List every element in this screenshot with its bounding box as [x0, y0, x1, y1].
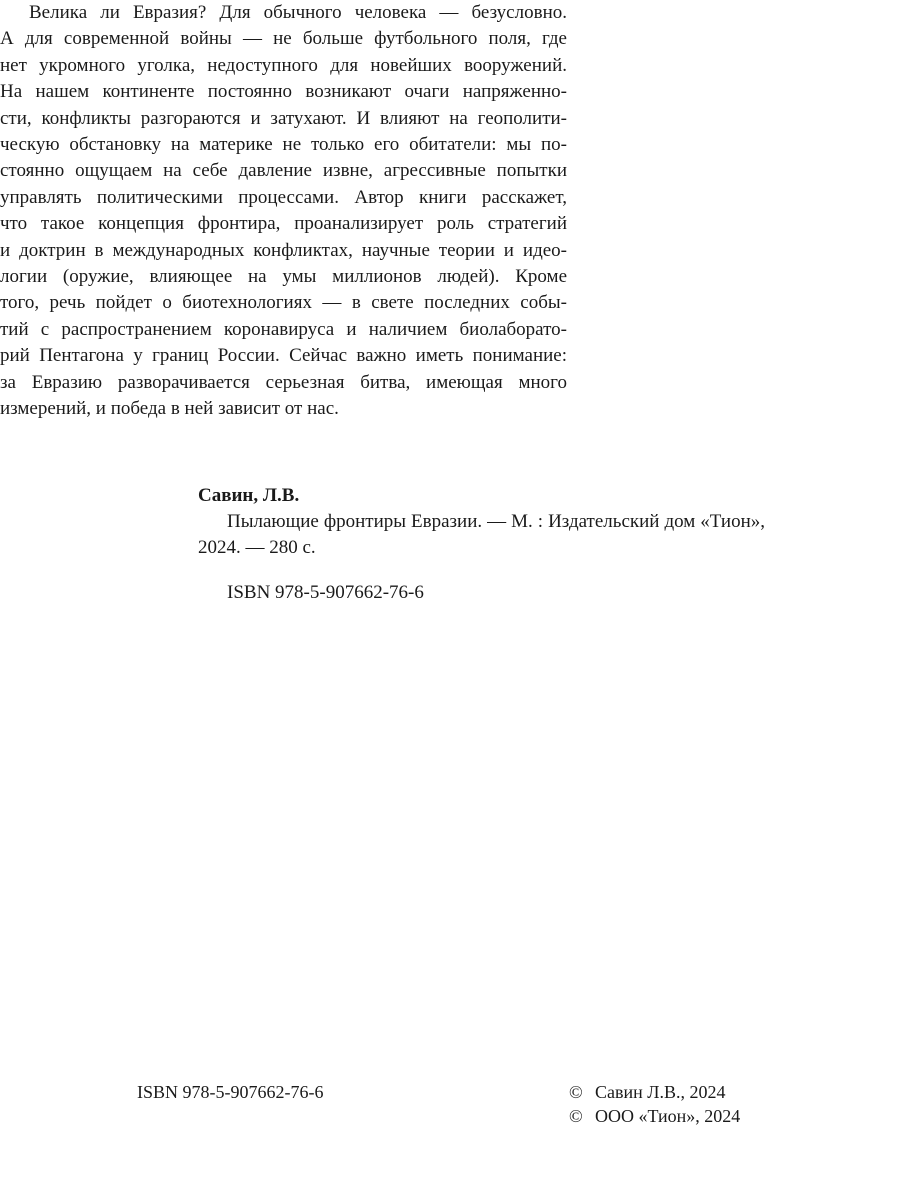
annotation-line: нет укромного уголка, недоступного для новейших вооружений. — [0, 54, 567, 76]
annotation-line: сти, конфликты разгораются и затухают. И влияют на геополити- — [0, 107, 567, 129]
copyright-publisher — [569, 1104, 740, 1128]
isbn-footer: ISBN 978-5-907662-76-6 — [137, 1082, 324, 1102]
annotation-line: А для современной войны — не больше футбольного поля, где — [0, 28, 567, 50]
copyright-block — [569, 1080, 740, 1128]
bibliographic-title: Пылающие фронтиры Евразии. — М. : Издательский дом «Тион», 2024. — 280 с. — [198, 511, 765, 558]
annotation-line: рий Пентагона у границ России. Сейчас важно иметь понимание: — [0, 345, 567, 367]
annotation-line: и доктрин в международных конфликтах, научные теории и идео- — [0, 239, 567, 261]
annotation-line: На нашем континенте постоянно возникают очаги напряженно- — [0, 81, 567, 103]
annotation-line: ческую обстановку на материке не только его обитатели: мы по- — [0, 134, 567, 156]
annotation-line: управлять политическими процессами. Автор книги расскажет, — [0, 186, 567, 208]
annotation-line: тий с распространением коронавируса и наличием биолаборато- — [0, 318, 567, 340]
copyright-symbol: © — [569, 1106, 583, 1126]
annotation-line: за Евразию разворачивается серьезная битва, имеющая много — [0, 371, 567, 393]
annotation-line: Велика ли Евразия? Для обычного человека — безусловно. — [29, 2, 567, 23]
annotation-line: измерений, и победа в ней зависит от нас. — [0, 398, 339, 420]
copyright-symbol: © — [569, 1082, 583, 1102]
isbn-main: ISBN 978-5-907662-76-6 — [227, 582, 424, 603]
annotation-line: что такое концепция фронтира, проанализирует роль стратегий — [0, 213, 567, 235]
copyright-text: ООО «Тион», 2024 — [595, 1106, 741, 1126]
annotation-line: того, речь пойдет о биотехнологиях — в свете последних собы- — [0, 292, 567, 314]
copyright-author — [569, 1080, 740, 1104]
copyright-text: Савин Л.В., 2024 — [595, 1082, 726, 1102]
annotation-line: стоянно ощущаем на себе давление извне, агрессивные попытки — [0, 160, 567, 182]
annotation — [0, 0, 567, 423]
annotation-line: логии (оружие, влияющее на умы миллионов людей). Кроме — [0, 266, 567, 288]
author-name: Савин, Л.В. — [198, 485, 300, 506]
